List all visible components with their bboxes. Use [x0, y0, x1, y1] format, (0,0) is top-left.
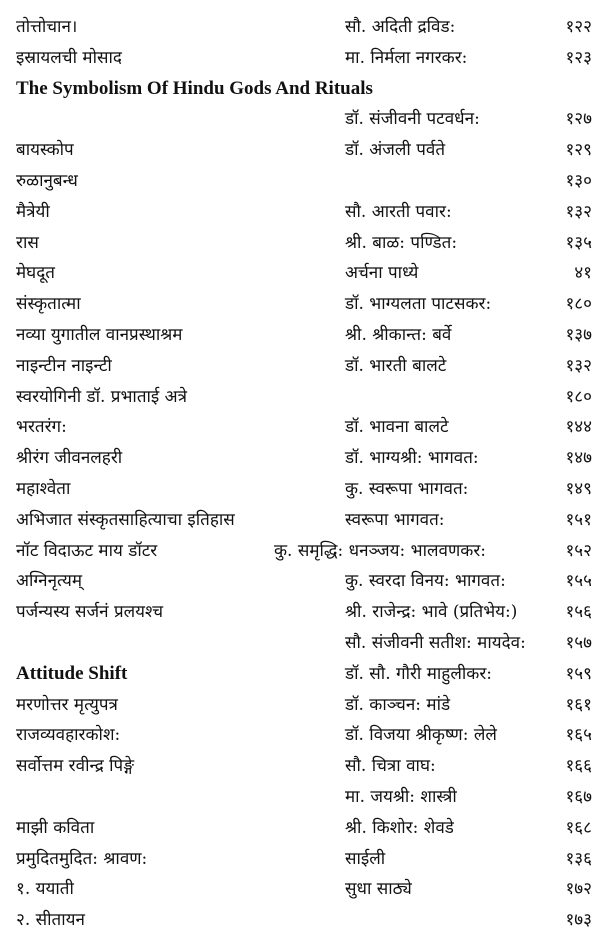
index-entry: [0, 474, 600, 505]
entry-title: रास: [16, 232, 39, 253]
entry-author: डॉ. भाग्यलता पाटसकर:: [345, 294, 492, 315]
entry-author: डॉ. अंजली पर्वते: [345, 140, 446, 161]
index-entry: [0, 720, 600, 751]
entry-title: संस्कृतात्मा: [16, 294, 81, 315]
entry-page-number: १६७: [565, 786, 592, 807]
entry-title: माझी कविता: [16, 817, 95, 838]
entry-page-number: १२२: [565, 17, 592, 37]
section-heading: The Symbolism Of Hindu Gods And Rituals: [16, 77, 373, 99]
index-entry: [0, 12, 600, 43]
index-entry: [0, 628, 600, 659]
entry-author: डॉ. भारती बालटे: [345, 355, 447, 376]
entry-title: राजव्यवहारकोश:: [16, 725, 121, 746]
entry-author: डॉ. संजीवनी पटवर्धन:: [345, 109, 480, 130]
index-entry: [0, 197, 600, 228]
entry-title: रुळानुबन्ध: [16, 170, 78, 191]
index-entry: [0, 135, 600, 166]
index-entry: [0, 258, 600, 289]
index-entry: [0, 782, 600, 813]
entry-title: मरणोत्तर मृत्युपत्र: [16, 694, 118, 715]
section-heading: Attitude Shift: [16, 662, 128, 684]
entry-title: भरतरंग:: [16, 417, 67, 438]
index-entry: [0, 505, 600, 536]
entry-author: मा. निर्मला नगरकर:: [345, 47, 468, 68]
index-entry: [0, 844, 600, 875]
entry-author: डॉ. सौ. गौरी माहुलीकर:: [345, 663, 493, 684]
index-entry: [0, 228, 600, 259]
entry-page-number: १६५: [565, 725, 592, 746]
entry-author: श्री. किशोर: शेवडे: [345, 817, 454, 838]
entry-page-number: १३०: [565, 170, 592, 191]
entry-author: सौ. चित्रा वाघ:: [345, 756, 436, 777]
entry-author: मा. जयश्री: शास्त्री: [345, 786, 457, 807]
entry-author: कु. स्वरूपा भागवत:: [345, 478, 469, 499]
index-entry: [0, 74, 600, 105]
entry-title: बायस्कोप: [16, 140, 74, 161]
index-entry: [0, 566, 600, 597]
index-entry: [0, 289, 600, 320]
index-entry: [0, 536, 600, 567]
entry-author: साईली: [345, 848, 386, 869]
index-entry: [0, 905, 600, 936]
entry-page-number: १४७: [565, 448, 592, 469]
entry-page-number: १४४: [565, 417, 592, 438]
entry-author: डॉ. काञ्चन: मांडे: [345, 694, 451, 715]
entry-title: श्रीरंग जीवनलहरी: [16, 448, 123, 469]
entry-author: श्री. राजेन्द्र: भावे (प्रतिभेय:): [345, 602, 518, 623]
entry-page-number: १२७: [565, 109, 592, 130]
entry-title: मैत्रेयी: [16, 201, 50, 222]
entry-title: नव्या युगातील वानप्रस्थाश्रम: [16, 324, 183, 345]
entry-page-number: १३६: [565, 848, 592, 869]
entry-title: तोत्तोचान।: [16, 17, 78, 37]
entry-page-number: १३५: [565, 232, 592, 253]
entry-page-number: १६१: [565, 694, 592, 715]
entry-page-number: १२९: [565, 140, 592, 161]
entry-author: स्वरूपा भागवत:: [345, 509, 445, 530]
index-entry: [0, 813, 600, 844]
entry-page-number: १२३: [565, 47, 592, 68]
entry-title: इस्रायलची मोसाद: [16, 47, 122, 68]
index-entry: [0, 659, 600, 690]
entry-title: महाश्वेता: [16, 478, 71, 499]
index-entry: [0, 443, 600, 474]
entry-author: श्री. बाळ: पण्डित:: [345, 232, 458, 253]
entry-page-number: १७२: [565, 879, 592, 900]
entry-title: नॉट विदाऊट माय डॉटर: [16, 540, 158, 561]
entry-author: सुधा साठ्ये: [345, 879, 412, 900]
entry-author: सौ. संजीवनी सतीश: मायदेव:: [345, 632, 526, 653]
entry-author: डॉ. विजया श्रीकृष्ण: लेले: [345, 725, 497, 746]
entry-author: अर्चना पाध्ये: [345, 263, 419, 284]
index-entry: [0, 874, 600, 905]
index-entry: [0, 351, 600, 382]
index-entry: [0, 104, 600, 135]
entry-title: अग्निनृत्यम्: [16, 571, 82, 592]
entry-page-number: १८०: [565, 294, 592, 315]
index-page: [0, 12, 600, 936]
entry-page-number: १५५: [565, 571, 592, 592]
entry-page-number: १८०: [565, 386, 592, 407]
entry-title: मेघदूत: [16, 263, 55, 284]
entry-title: प्रमुदितमुदित: श्रावण:: [16, 848, 148, 869]
entry-author: सौ. आरती पवार:: [345, 201, 452, 222]
entry-page-number: १५१: [565, 509, 592, 530]
entry-author: डॉ. भावना बालटे: [345, 417, 449, 438]
index-entry: [0, 690, 600, 721]
entry-page-number: १३२: [565, 355, 592, 376]
entry-author: सौ. अदिती द्रविड:: [345, 17, 456, 37]
entry-author: कु. समृद्धि: धनञ्जय: भालवणकर:: [274, 540, 486, 561]
index-entry: [0, 43, 600, 74]
index-entry: [0, 382, 600, 413]
entry-page-number: १६८: [565, 817, 592, 838]
entry-title: १. ययाती: [16, 879, 74, 900]
index-entry: [0, 320, 600, 351]
entry-title: स्वरयोगिनी डॉ. प्रभाताई अत्रे: [16, 386, 188, 407]
entry-title: पर्जन्यस्य सर्जनं प्रलयश्च: [16, 602, 164, 623]
entry-title: नाइन्टीन नाइन्टी: [16, 355, 112, 376]
entry-author: श्री. श्रीकान्त: बर्वे: [345, 324, 452, 345]
entry-page-number: १५२: [565, 540, 592, 561]
entry-author: कु. स्वरदा विनय: भागवत:: [345, 571, 506, 592]
entry-title: सर्वोत्तम रवीन्द्र पिङ्गे: [16, 756, 134, 777]
entry-page-number: १३२: [565, 201, 592, 222]
index-entry: [0, 412, 600, 443]
entry-page-number: १५९: [565, 663, 592, 684]
index-entry: [0, 597, 600, 628]
entry-title: २. सीतायन: [16, 910, 85, 931]
entry-title: अभिजात संस्कृतसाहित्याचा इतिहास: [16, 509, 235, 530]
entry-page-number: १७३: [565, 910, 592, 931]
entry-page-number: १६६: [565, 756, 592, 777]
index-entry: [0, 751, 600, 782]
entry-author: डॉ. भाग्यश्री: भागवत:: [345, 448, 479, 469]
entry-page-number: १५६: [565, 602, 592, 623]
entry-page-number: ४१: [574, 263, 592, 284]
index-entry: [0, 166, 600, 197]
entry-page-number: १४९: [565, 478, 592, 499]
entry-page-number: १३७: [565, 324, 592, 345]
entry-page-number: १५७: [565, 632, 592, 653]
